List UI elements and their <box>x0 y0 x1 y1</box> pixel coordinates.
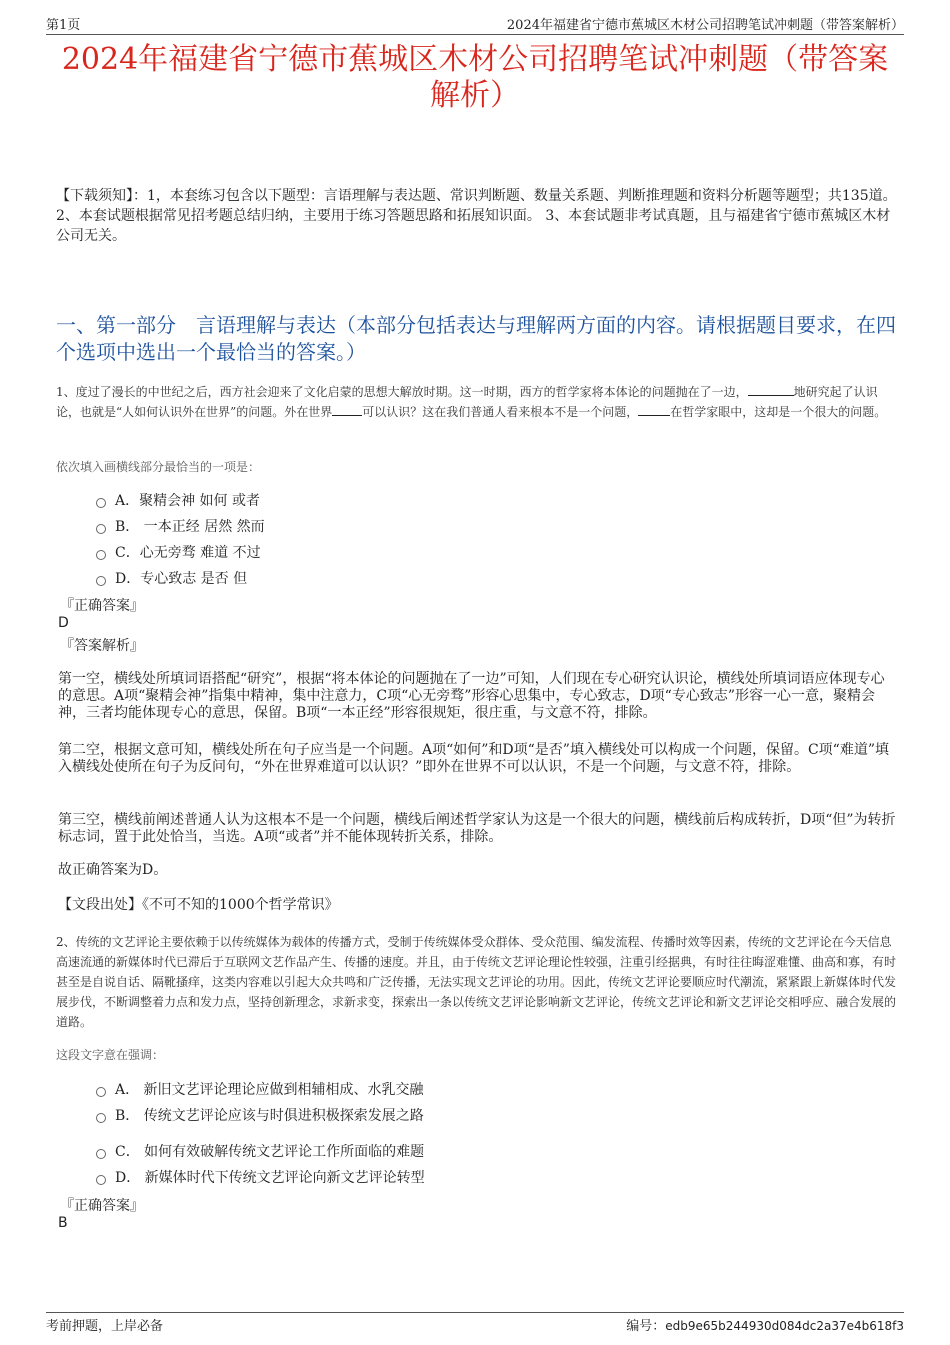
radio-icon[interactable] <box>96 1175 106 1185</box>
q1-analysis-para-2: 第二空，根据文意可知，横线处所在句子应当是一个问题。A项“如何”和D项“是否”填入横线处可以构成一个问题，保留。C项“难道”填入横线处使所在句子为反问句，“外在世界难道可以认识？”即外在世界不可以认识，不是一个问题，与文意不符，排除。 <box>58 742 889 775</box>
download-notice: 【下载须知】：1，本套练习包含以下题型：言语理解与表达题、常识判断题、数量关系题、判断推理题和资料分析题等题型；共135道。 2、本套试题根据常见招考题总结归纳，主要用于练习答题思路和拓展知识面。 3、本套试题非考试真题，且与福建省宁德市蕉城区木材公司无关。 <box>56 188 897 244</box>
question-2-text: 2、传统的文艺评论主要依赖于以传统媒体为载体的传播方式，受制于传统媒体受众群体、受众范围、编发流程、传播时效等因素，传统的文艺评论在今天信息高速流通的新媒体时代已滞后于互联网文艺作品产生、传播的速度。并且，由于传统文艺评论理论性较强，注重引经据典，有时往往晦涩难懂、曲高和寡，有时甚至是自说自话、隔靴搔痒，这类内容难以引起大众共鸣和广泛传播，无法实现文艺评论的功用。因此，传统文艺评论要顺应时代潮流，紧紧跟上新媒体时代发展步伐，不断调整着力点和发力点，坚持创新理念，求新求变，探索出一条以传统文艺评论影响新文艺评论，传统文艺评论和新文艺评论交相呼应、融合发展的道路。 <box>56 935 897 1029</box>
radio-icon[interactable] <box>96 576 106 586</box>
title-line-2: 解析） <box>430 78 520 113</box>
page-title <box>50 42 900 114</box>
header-doc-title: 2024年福建省宁德市蕉城区木材公司招聘笔试冲刺题（带答案解析） <box>506 18 904 33</box>
page-footer <box>46 1312 904 1333</box>
document-code: edb9e65b244930d084dc2a37e4b618f3 <box>665 1319 904 1333</box>
q1-option-c[interactable]: C．心无旁骛 难道 不过 <box>96 543 261 563</box>
blank-1 <box>748 383 794 396</box>
radio-icon[interactable] <box>96 1113 106 1123</box>
question-2-prompt: 这段文字意在强调： <box>56 1048 165 1062</box>
title-line-1: 2024年福建省宁德市蕉城区木材公司招聘笔试冲刺题（带答案 <box>61 42 889 77</box>
q1-answer-label: 『正确答案』 <box>60 598 144 614</box>
section-heading: 一、第一部分 言语理解与表达（本部分包括表达与理解两方面的内容。请根据题目要求，在四个选项中选出一个最恰当的答案。） <box>56 313 896 364</box>
q1-conclusion: 故正确答案为D。 <box>58 862 168 878</box>
q2-answer-label: 『正确答案』 <box>60 1198 144 1214</box>
footer-slogan: 考前押题，上岸必备 <box>46 1319 164 1334</box>
radio-icon[interactable] <box>96 1087 106 1097</box>
q1-answer: D <box>58 615 69 631</box>
radio-icon[interactable] <box>96 498 106 508</box>
radio-icon[interactable] <box>96 524 106 534</box>
footer-code: 编号：edb9e65b244930d084dc2a37e4b618f3 <box>626 1319 904 1334</box>
q1-analysis-label: 『答案解析』 <box>60 638 144 654</box>
q1-analysis-para-1: 第一空，横线处所填词语搭配“研究”，根据“将本体论的问题抛在了一边”可知，人们现在专心研究认识论，横线处所填词语应体现专心的意思。A项“聚精会神”指集中精神，集中注意力，C项“心无旁骛”形容心思集中，专心致志，D项“专心致志”形容一心一意，聚精会神，三者均能体现专心的意思，保留。B项“一本正经”形容很规矩，很庄重，与文意不符，排除。 <box>58 671 885 721</box>
radio-icon[interactable] <box>96 1149 106 1159</box>
q2-answer: B <box>58 1215 68 1231</box>
q1-source: 【文段出处】《不可不知的1000个哲学常识》 <box>58 897 339 913</box>
radio-icon[interactable] <box>96 550 106 560</box>
q1-option-d[interactable]: D．专心致志 是否 但 <box>96 569 247 589</box>
q1-option-a[interactable]: A．聚精会神 如何 或者 <box>96 491 260 511</box>
blank-2 <box>332 403 362 416</box>
q2-option-a[interactable]: A． 新旧文艺评论理论应做到相辅相成、水乳交融 <box>96 1080 424 1100</box>
page-header <box>46 14 904 35</box>
page-number: 第1页 <box>46 18 81 33</box>
q2-option-c[interactable]: C． 如何有效破解传统文艺评论工作所面临的难题 <box>96 1142 424 1162</box>
q1-analysis-para-3: 第三空，横线前阐述普通人认为这根本不是一个问题，横线后阐述哲学家认为这是一个很大的问题，横线前后构成转折，D项“但”为转折标志词，置于此处恰当，当选。A项“或者”并不能体现转折关系，排除。 <box>58 812 896 845</box>
question-1-text: 1、度过了漫长的中世纪之后，西方社会迎来了文化启蒙的思想大解放时期。这一时期，西方的哲学家将本体论的问题抛在了一边， 地研究起了认识论，也就是“人如何认识外在世界”的问题。外在世界 可以认识？这在我们普通人看来根本不是一个问题， 在哲学家眼中，这却是一个很大的问题。 <box>56 385 887 419</box>
blank-3 <box>638 403 670 416</box>
q2-option-b[interactable]: B． 传统文艺评论应该与时俱进积极探索发展之路 <box>96 1106 424 1126</box>
q1-option-b[interactable]: B． 一本正经 居然 然而 <box>96 517 265 537</box>
question-1-prompt: 依次填入画横线部分最恰当的一项是： <box>56 460 261 474</box>
q2-option-d[interactable]: D． 新媒体时代下传统文艺评论向新文艺评论转型 <box>96 1168 425 1188</box>
